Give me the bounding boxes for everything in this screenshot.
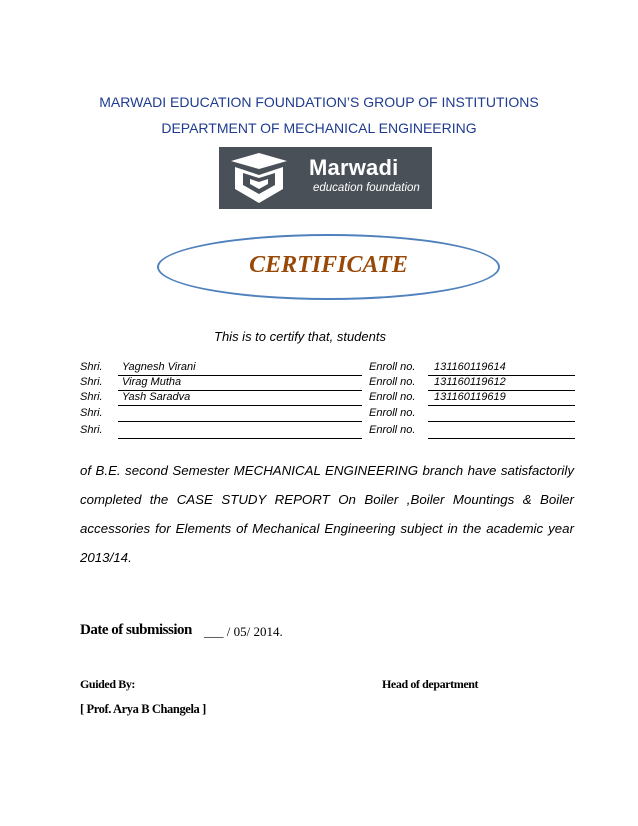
student-prefix: Shri. bbox=[80, 391, 103, 403]
guided-by-label: Guided By: bbox=[80, 677, 136, 691]
enroll-label: Enroll no. bbox=[369, 424, 416, 436]
certificate-title: CERTIFICATE bbox=[249, 252, 408, 278]
enroll-number-field bbox=[428, 423, 575, 439]
department-title: DEPARTMENT OF MECHANICAL ENGINEERING bbox=[161, 120, 477, 136]
enroll-number-field bbox=[428, 406, 575, 422]
student-row bbox=[80, 423, 580, 439]
submission-date-value: ___ / 05/ 2014. bbox=[204, 624, 283, 639]
student-prefix: Shri. bbox=[80, 424, 103, 436]
certify-intro: This is to certify that, students bbox=[214, 329, 386, 344]
certificate-body: of B.E. second Semester MECHANICAL ENGINEERING branch have satisfactorily completed the CASE STUDY REPORT On Boiler ,Boiler Mountings & Boiler accessories for Elements of Mechanical Engineering subject in the academic year 2013/14. bbox=[80, 463, 574, 565]
student-row bbox=[80, 360, 580, 376]
enroll-number-field: 131160119612 bbox=[428, 375, 575, 391]
student-row bbox=[80, 406, 580, 422]
student-name-field: Virag Mutha bbox=[118, 375, 362, 391]
enroll-label: Enroll no. bbox=[369, 376, 416, 388]
institution-title: MARWADI EDUCATION FOUNDATION’S GROUP OF INSTITUTIONS bbox=[99, 94, 539, 110]
marwadi-shield-icon bbox=[219, 147, 299, 209]
submission-date-label: Date of submission bbox=[80, 622, 192, 638]
student-prefix: Shri. bbox=[80, 376, 103, 388]
student-name-field bbox=[118, 423, 362, 439]
student-row bbox=[80, 375, 580, 391]
student-prefix: Shri. bbox=[80, 407, 103, 419]
guide-name: [ Prof. Arya B Changela ] bbox=[80, 702, 206, 716]
enroll-label: Enroll no. bbox=[369, 361, 416, 373]
enroll-label: Enroll no. bbox=[369, 391, 416, 403]
head-of-department-label: Head of department bbox=[382, 677, 479, 691]
marwadi-logo bbox=[219, 147, 432, 209]
student-row bbox=[80, 390, 580, 406]
student-name-field: Yash Saradva bbox=[118, 390, 362, 406]
student-name-field: Yagnesh Virani bbox=[118, 360, 362, 376]
student-name-field bbox=[118, 406, 362, 422]
logo-name: Marwadi bbox=[309, 155, 399, 180]
student-prefix: Shri. bbox=[80, 361, 103, 373]
enroll-number-field: 131160119614 bbox=[428, 360, 575, 376]
logo-subtitle: education foundation bbox=[313, 182, 420, 194]
enroll-number-field: 131160119619 bbox=[428, 390, 575, 406]
enroll-label: Enroll no. bbox=[369, 407, 416, 419]
